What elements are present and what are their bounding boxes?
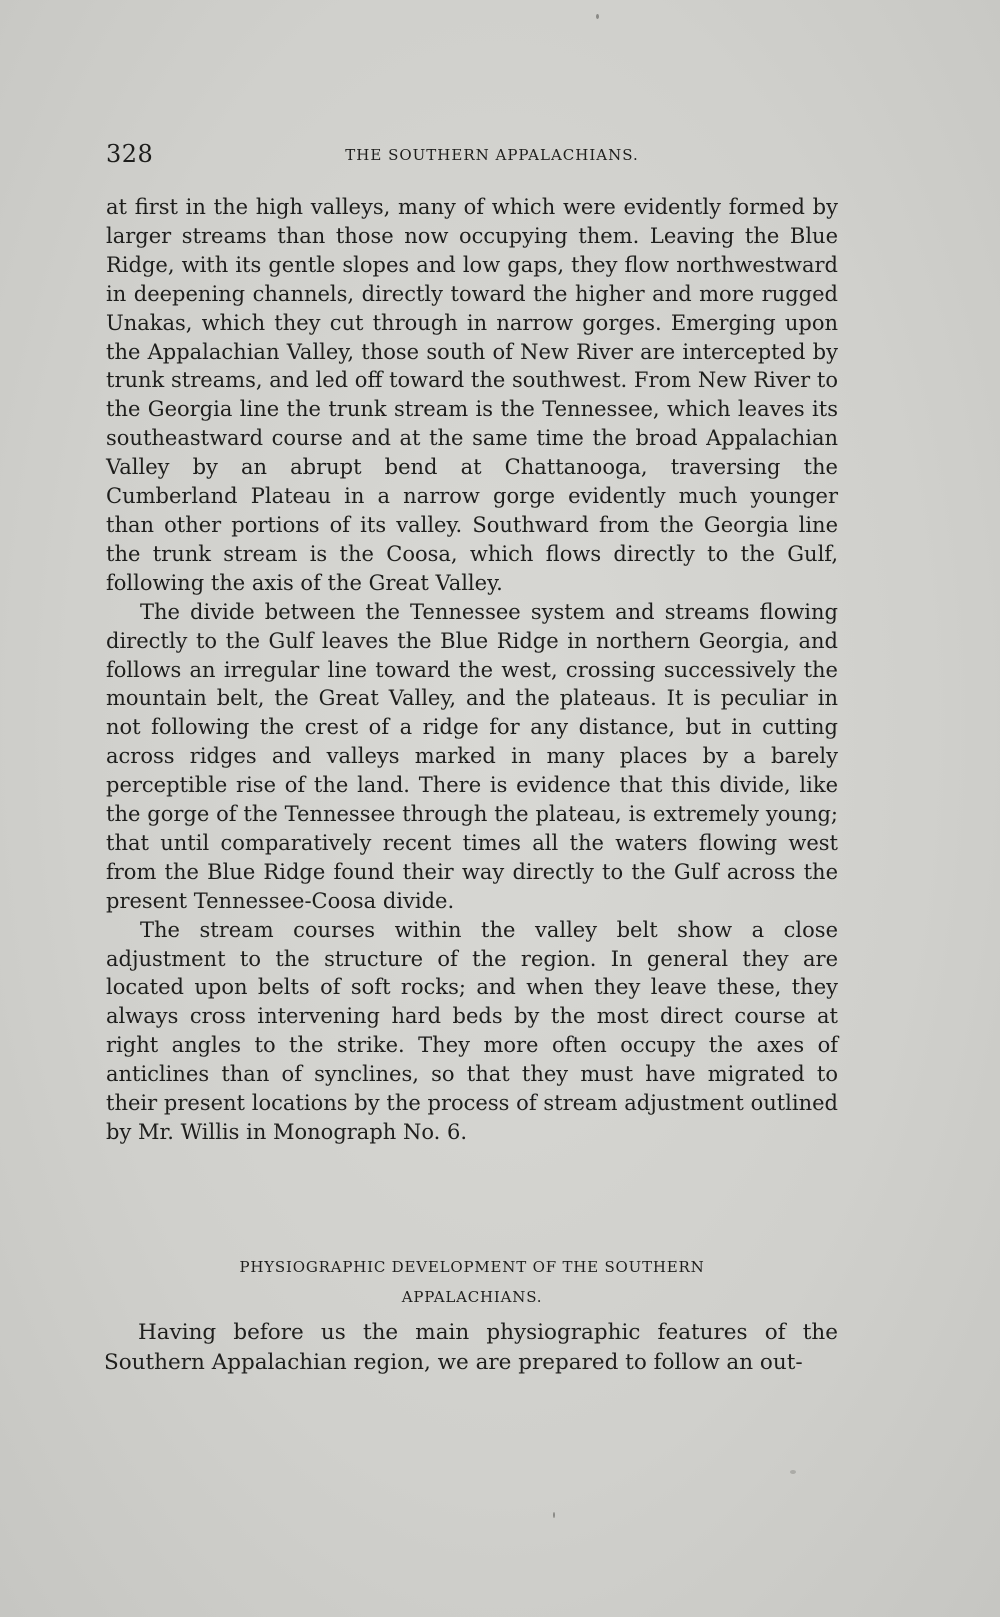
paragraph: The stream courses within the valley belt show a close adjustment to the structure of the region. In general they are located upon belts of soft rocks; and when they leave these, they always cross intervening hard beds by the most direct course at right angles to the strike. They more often occupy the axes of anticlines than of synclines, so that they must have migrated to their present locations by the process of stream adjustment outlined by Mr. Willis in Monograph No. 6. bbox=[106, 917, 838, 1144]
paper-speck bbox=[553, 1512, 555, 1518]
running-head: THE SOUTHERN APPALACHIANS. bbox=[345, 146, 639, 164]
section-heading-line: PHYSIOGRAPHIC DEVELOPMENT OF THE SOUTHERN bbox=[239, 1258, 705, 1276]
paragraph: Having before us the main physiographic features of the Southern Appalachian region, we are prepared to follow an out- bbox=[104, 1320, 838, 1375]
section-heading bbox=[106, 1252, 838, 1312]
page-number: 328 bbox=[106, 140, 154, 168]
paragraph: The divide between the Tennessee system and streams flowing directly to the Gulf leaves the Blue Ridge in northern Georgia, and follows an irregular line toward the west, crossing successively the mountain belt, the Great Valley, and the plateaus. It is peculiar in not following the crest of a ridge for any distance, but in cutting across ridges and valleys marked in many places by a barely perceptible rise of the land. There is evidence that this divide, like the gorge of the Tennessee through the plateau, is extremely young; that until comparatively recent times all the waters flowing west from the Blue Ridge found their way directly to the Gulf across the present Tennessee-Coosa divide. bbox=[106, 599, 838, 913]
section-heading-line: APPALACHIANS. bbox=[401, 1288, 543, 1306]
paper-speck bbox=[596, 14, 599, 19]
page-header bbox=[106, 140, 838, 170]
paper-speck bbox=[790, 1470, 796, 1474]
paragraph: at first in the high valleys, many of which were evidently formed by larger streams than those now occupying them. Leaving the Blue Ridge, with its gentle slopes and low gaps, they flow northwestward in deepening channels, directly toward the higher and more rugged Unakas, which they cut through in narrow gorges. Emerging upon the Appalachian Valley, those south of New River are intercepted by trunk streams, and led off toward the southwest. From New River to the Georgia line the trunk stream is the Tennessee, which leaves its southeastward course and at the same time the broad Appalachian Valley by an abrupt bend at Chattanooga, traversing the Cumberland Plateau in a narrow gorge evidently much younger than other portions of its valley. Southward from the Georgia line the trunk stream is the Coosa, which flows directly to the Gulf, following the axis of the Great Valley. bbox=[106, 195, 838, 595]
body-text bbox=[106, 193, 838, 1147]
